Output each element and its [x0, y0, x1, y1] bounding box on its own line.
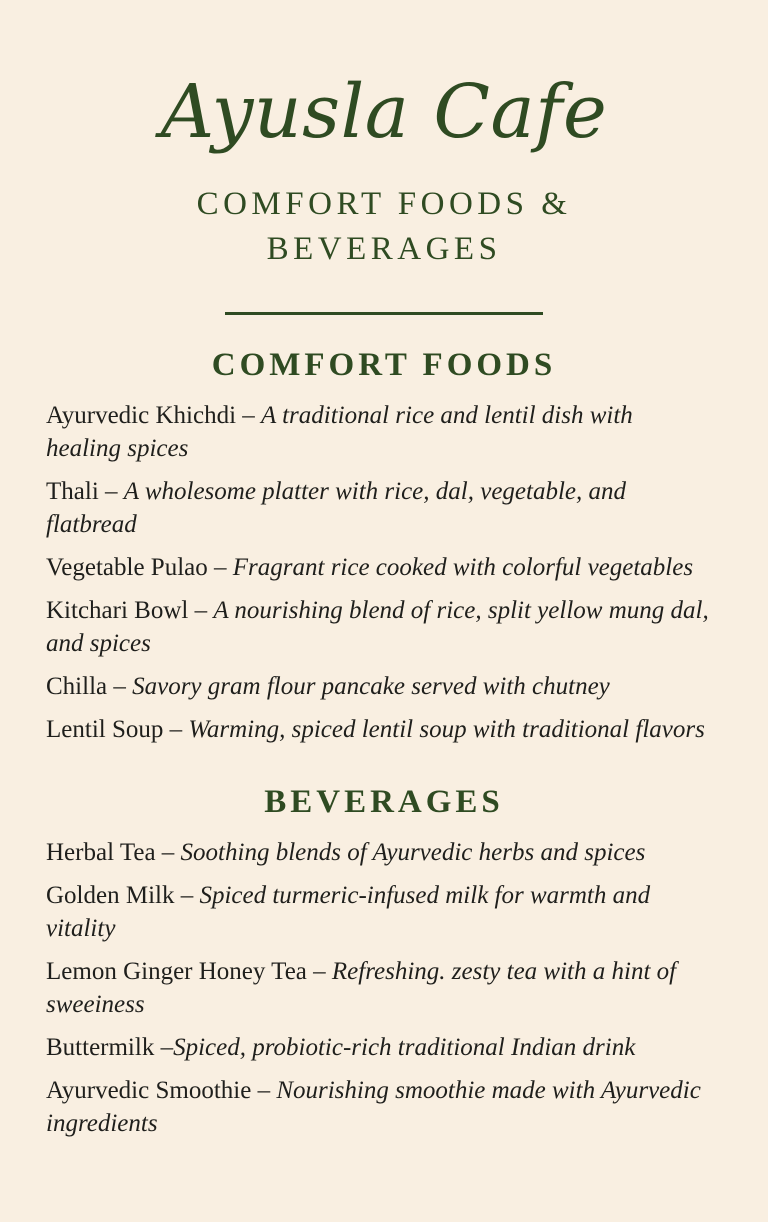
menu-item-separator: –: [154, 1034, 174, 1061]
menu-item-name: Kitchari Bowl: [46, 597, 189, 624]
menu-item-description: Warming, spiced lentil soup with traditional flavors: [188, 716, 705, 743]
menu-item-description: Spiced, probiotic-rich traditional Indian drink: [173, 1034, 636, 1061]
menu-item: [46, 955, 722, 1021]
menu-item-separator: –: [163, 716, 189, 743]
menu-item-name: Ayurvedic Smoothie: [46, 1077, 252, 1104]
menu-item-name: Chilla: [46, 673, 108, 700]
menu-item-name: Ayurvedic Khichdi: [46, 402, 237, 429]
menu-item-description: A wholesome platter with rice, dal, vegetable, and flatbread: [46, 478, 626, 538]
menu-item-separator: –: [188, 597, 214, 624]
menu-item-description: Savory gram flour pancake served with chutney: [132, 673, 610, 700]
menu-item-description: Soothing blends of Ayurvedic herbs and spices: [180, 839, 646, 866]
menu-item: [46, 475, 722, 541]
menu-item-separator: –: [251, 1077, 277, 1104]
menu-item: [46, 594, 722, 660]
menu-item-separator: –: [236, 402, 262, 429]
menu-item-separator: –: [174, 882, 200, 909]
menu-item-description: Nourishing smoothie made with Ayurvedic ingredients: [46, 1077, 701, 1137]
section-title-comfort-foods: COMFORT FOODS: [211, 347, 557, 383]
menu-item-separator: –: [306, 958, 332, 985]
beverages-list: [46, 836, 722, 1140]
menu-item-separator: –: [98, 478, 124, 505]
menu-item: [46, 1031, 722, 1064]
menu-item-description: Spiced turmeric-infused milk for warmth and vitality: [46, 882, 651, 942]
menu-item-name: Vegetable Pulao: [46, 554, 208, 581]
menu-item-name: Lemon Ginger Honey Tea: [46, 958, 307, 985]
menu-item-name: Herbal Tea: [46, 839, 156, 866]
menu-item: [46, 670, 722, 703]
cafe-title: Ayusla Cafe: [160, 69, 608, 155]
menu-item-description: A nourishing blend of rice, split yellow mung dal, and spices: [46, 597, 709, 657]
menu-subtitle: COMFORT FOODS & BEVERAGES: [196, 186, 572, 267]
menu-item-description: Refreshing. zesty tea with a hint of sweeiness: [46, 958, 677, 1018]
menu-item-separator: –: [207, 554, 233, 581]
header-divider: [225, 312, 543, 315]
menu-item-name: Lentil Soup: [46, 716, 164, 743]
menu-item: [46, 879, 722, 945]
menu-item-name: Golden Milk: [46, 882, 175, 909]
menu-item: [46, 1074, 722, 1140]
menu-item-description: A traditional rice and lentil dish with healing spices: [46, 402, 633, 462]
menu-item-separator: –: [155, 839, 181, 866]
menu-item-separator: –: [107, 673, 133, 700]
menu-item-name: Thali: [46, 478, 99, 505]
menu-item-description: Fragrant rice cooked with colorful vegetables: [232, 554, 694, 581]
menu-item: [46, 713, 722, 746]
menu-item-name: Buttermilk: [46, 1034, 155, 1061]
comfort-foods-list: [46, 399, 722, 746]
menu-item: [46, 399, 722, 465]
menu-item: [46, 551, 722, 584]
section-title-beverages: BEVERAGES: [264, 784, 504, 820]
menu-item: [46, 836, 722, 869]
